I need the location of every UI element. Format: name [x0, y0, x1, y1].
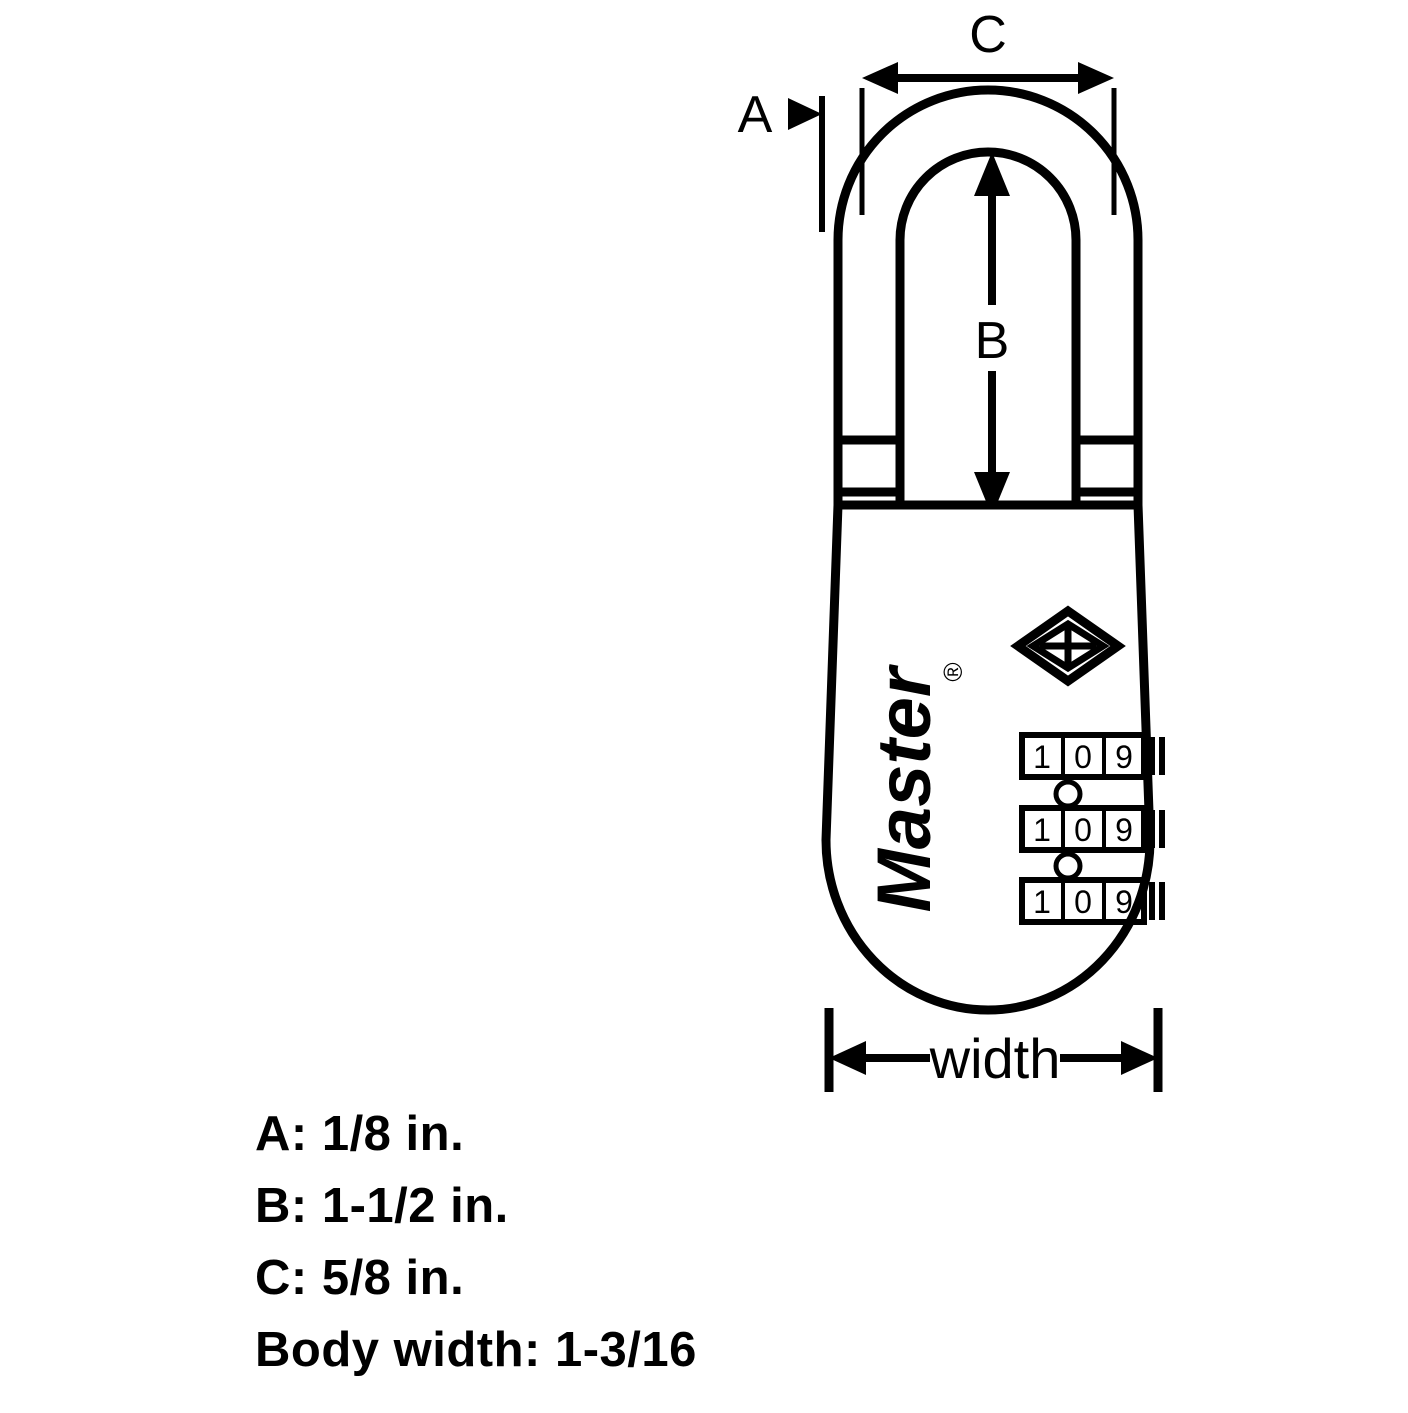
c-arrow-head-left: [862, 62, 898, 94]
width-arrow-head-left: [829, 1041, 866, 1075]
dial-row-3-digit-3: 9: [1115, 884, 1133, 920]
spec-item-c: C: 5/8 in.: [255, 1251, 465, 1305]
callout-b-label: B: [974, 312, 1010, 370]
dial-row-1-digit-2: 0: [1074, 739, 1092, 775]
a-arrow-head: [788, 98, 822, 130]
spec-item-a: A: 1/8 in.: [255, 1107, 465, 1161]
dial-row-1-digit-1: 1: [1033, 739, 1051, 775]
width-arrow-head-right: [1121, 1041, 1158, 1075]
dial-row-3-digit-2: 0: [1074, 884, 1092, 920]
spec-item-b: B: 1-1/2 in.: [255, 1179, 509, 1233]
dial-row-2-digit-1: 1: [1033, 812, 1051, 848]
dial-row-1-digit-3: 9: [1115, 739, 1133, 775]
spec-item-body-width: Body width: 1-3/16: [255, 1323, 697, 1377]
callout-width-group: [829, 1008, 1158, 1092]
specifications-list: [255, 1098, 1355, 1386]
dial-row-2-digit-3: 9: [1115, 812, 1133, 848]
dial-row-3-digit-1: 1: [1033, 884, 1051, 920]
callout-a-label: A: [737, 86, 773, 144]
b-arrow-head-top: [974, 152, 1010, 196]
c-arrow-head-right: [1078, 62, 1114, 94]
callout-a-group: [738, 86, 822, 232]
callout-b-group: [950, 152, 1034, 516]
callout-width-label: width: [929, 1027, 1061, 1090]
brand-registered-mark: ®: [938, 662, 968, 682]
dial-row-2-digit-2: 0: [1074, 812, 1092, 848]
callout-c-label: C: [969, 6, 1007, 64]
brand-name: Master: [862, 667, 947, 913]
